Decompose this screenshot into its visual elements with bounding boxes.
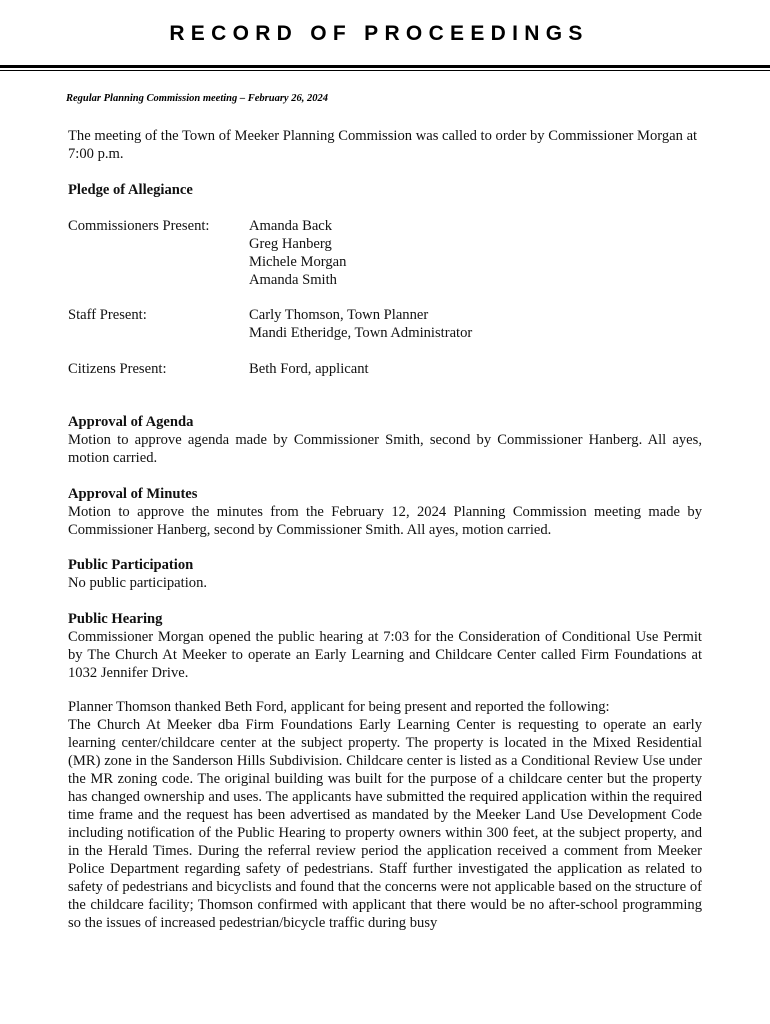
title-rule-thick xyxy=(0,65,770,68)
agenda-body: Motion to approve agenda made by Commissioner Smith, second by Commissioner Hanberg. All ayes, motion carried. xyxy=(68,432,702,466)
participation-body: No public participation. xyxy=(68,575,208,591)
citizens-list xyxy=(249,360,369,378)
title-rule-thin xyxy=(0,70,770,71)
minutes-heading: Approval of Minutes xyxy=(68,486,198,502)
agenda-section xyxy=(68,413,702,467)
hearing-heading: Public Hearing xyxy=(68,611,163,627)
commissioner-name: Amanda Back xyxy=(249,218,333,234)
commissioner-name: Greg Hanberg xyxy=(249,236,332,252)
hearing-body: Commissioner Morgan opened the public hearing at 7:03 for the Consideration of Conditional Use Permit by The Church At Meeker to operate an Early Learning and Childcare Center called Firm Foundations at 1032 Jennifer Drive. xyxy=(68,629,702,681)
commissioner-name: Amanda Smith xyxy=(249,272,337,288)
report-body: The Church At Meeker dba Firm Foundations Early Learning Center is requesting to operate an early learning center/childcare center at the subject property. The property is located in the Mixed Residential (MR) zone in the Sanderson Hills Subdivision. Childcare center is listed as a Conditional Review Use under the MR zoning code. The original building was built for the purpose of a childcare center but the property has changed ownership and uses. The applicants have submitted the required application within the required time frame and the request has been advertised as mandated by the Meeker Land Use Development Code including notification of the Public Hearing to property owners within 300 feet, at the subject property, and in the Herald Times. During the referral review period the application received a comment from Meeker Police Department regarding safety of pedestrians. Staff further investigated the application as related to safety of pedestrians and bicyclists and found that the concerns were not applicable based on the structure of the childcare facility; Thomson confirmed with applicant that there would be no after-school programming so the issues of increased pedestrian/bicycle traffic during busy xyxy=(68,717,702,931)
minutes-section xyxy=(68,485,702,539)
intro-paragraph: The meeting of the Town of Meeker Planning Commission was called to order by Commissioner Morgan at 7:00 p.m. xyxy=(68,128,698,162)
citizen-name: Beth Ford, applicant xyxy=(249,361,369,377)
commissioner-name: Michele Morgan xyxy=(249,254,347,270)
citizens-label: Citizens Present: xyxy=(68,361,167,377)
commissioners-label: Commissioners Present: xyxy=(68,218,210,234)
document-title: RECORD OF PROCEEDINGS xyxy=(169,22,589,45)
report-lead: Planner Thomson thanked Beth Ford, applicant for being present and reported the following: xyxy=(68,699,610,715)
pledge-heading: Pledge of Allegiance xyxy=(68,182,193,198)
report-section xyxy=(68,698,702,932)
staff-name: Carly Thomson, Town Planner xyxy=(249,307,429,323)
minutes-body: Motion to approve the minutes from the February 12, 2024 Planning Commission meeting made by Commissioner Hanberg, second by Commissioner Smith. All ayes, motion carried. xyxy=(68,504,702,538)
participation-heading: Public Participation xyxy=(68,557,194,573)
staff-list xyxy=(249,306,472,342)
hearing-section xyxy=(68,610,702,682)
meeting-subtitle: Regular Planning Commission meeting – February 26, 2024 xyxy=(66,93,328,104)
staff-label: Staff Present: xyxy=(68,307,147,323)
agenda-heading: Approval of Agenda xyxy=(68,414,194,430)
commissioners-list xyxy=(249,217,346,289)
staff-name: Mandi Etheridge, Town Administrator xyxy=(249,325,473,341)
participation-section xyxy=(68,556,702,592)
